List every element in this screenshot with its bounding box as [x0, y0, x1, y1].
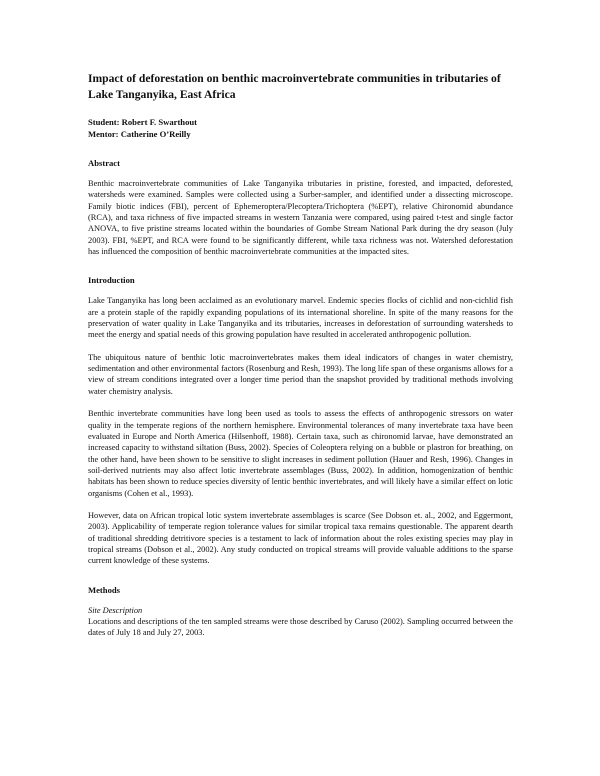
site-description-heading: Site Description — [88, 605, 143, 615]
introduction-heading: Introduction — [88, 275, 135, 286]
abstract-paragraph: Benthic macroinvertebrate communities of Lake Tanganyika tributaries in pristine, forested, and impacted, deforested, watersheds were examined. Samples were collected using a Surber-sampler, and identified under a dissecting microscope. Family biotic indices (FBI), percent of Ephemeroptera/Plecoptera/Trichoptera (%EPT), relative Chironomid abundance (RCA), and taxa richness of five impacted streams in western Tanzania were compared, using paired t-test and single factor ANOVA, to five pristine streams located within the boundaries of Gombe Stream National Park during the dry season (July 2003). FBI, %EPT, and RCA were found to be significantly different, while taxa richness was not. Watershed deforestation has influenced the composition of benthic macroinvertebrate communities at the impacted sites. — [88, 179, 513, 257]
intro-paragraph-1: Lake Tanganyika has long been acclaimed as an evolutionary marvel. Endemic species flocks of cichlid and non-cichlid fish are a protein staple of the rapidly expanding populations of its international shoreline. In spite of the many reasons for the preservation of water quality in Lake Tanganyika and its tributaries, increases in deforestation of surrounding watersheds to meet the energy and spatial needs of this growing population have resulted in accelerated anthropogenic pollution. — [88, 296, 513, 340]
page-content — [88, 71, 513, 650]
student-line: Student: Robert F. Swarthout — [88, 117, 198, 127]
paper-title: Impact of deforestation on benthic macroinvertebrate communities in tributaries of Lake Tanganyika, East Africa — [88, 72, 501, 101]
intro-paragraph-4: However, data on African tropical lotic system invertebrate assemblages is scarce (See Dobson et. al., 2002, and Eggermont, 2003). Applicability of temperate region tolerance values for similar tropical taxa remains questionable. The apparent dearth of traditional shredding detritivore species is a testament to lack of information about the roles existing species may play in tropical streams (Dobson et al., 2002). Any study conducted on tropical streams will provide valuable additions to the sparse current knowledge of these systems. — [88, 510, 513, 566]
site-description-paragraph: Locations and descriptions of the ten sampled streams were those described by Caruso (2002). Sampling occurred between the dates of July 18 and July 27, 2003. — [88, 616, 513, 638]
abstract-heading: Abstract — [88, 158, 120, 168]
intro-paragraph-3: Benthic invertebrate communities have long been used as tools to assess the effects of anthropogenic stressors on water quality in the temperate regions of the northern hemisphere. Environmental tolerances of many invertebrate taxa have been evaluated in Europe and North America (Hilsenhoff, 1988). Certain taxa, such as chironomid larvae, have demonstrated an increased capacity to withstand siltation (Buss, 2002). Species of Coleoptera relying on a bubble or plastron for breathing, on the other hand, have been shown to be sensitive to slight increases in sediment pollution (Hauer and Resh, 1996). Changes in soil-derived nutrients may also affect lotic invertebrate assemblages (Buss, 2002). In addition, homogenization of benthic habitats has been shown to reduce species diversity of lentic benthic invertebrates, and will likely have a similar effect on lotic organisms (Cohen et al., 1993). — [88, 409, 513, 498]
methods-heading: Methods — [88, 584, 120, 595]
intro-paragraph-2: The ubiquitous nature of benthic lotic macroinvertebrates makes them ideal indicators of changes in water chemistry, sedimentation and other environmental factors (Rosenburg and Resh, 1993). The long life span of these organisms allows for a view of stream conditions integrated over a longer time period than the snapshot provided by traditional methods involving water chemistry analysis. — [88, 352, 513, 396]
mentor-line: Mentor: Catherine O’Reilly — [88, 129, 191, 139]
